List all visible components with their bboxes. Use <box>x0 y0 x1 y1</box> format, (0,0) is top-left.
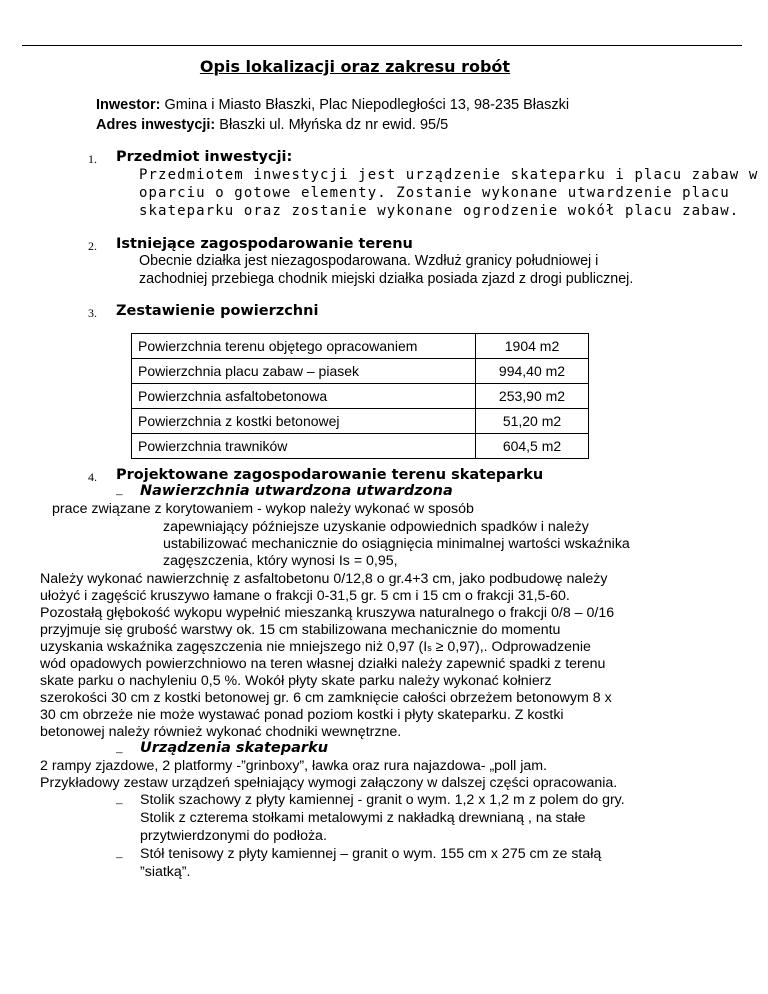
address-label: Adres inwestycji: <box>96 117 216 133</box>
address-value: Błaszki ul. Młyńska dz nr ewid. 95/5 <box>215 117 449 133</box>
section-1-line: Przedmiotem inwestycji jest urządzenie skateparku i placu zabaw w <box>139 167 759 183</box>
paragraph-line <box>40 639 591 655</box>
area-label: Powierzchnia asfaltobetonowa <box>132 384 476 409</box>
section-4-number: 4. <box>88 470 97 484</box>
address-line <box>96 117 448 133</box>
area-label: Powierzchnia trawników <box>132 434 476 459</box>
area-table <box>131 333 589 459</box>
paragraph-line: Przykładowy zestaw urządzeń spełniający wymogi załączony w dalszej części opracowania. <box>40 775 618 791</box>
compaction-subscript: s <box>427 643 432 653</box>
table-row <box>132 409 589 434</box>
page-title: Opis lokalizacji oraz zakresu robót <box>199 57 511 76</box>
section-2-line: Obecnie działka jest niezagospodarowana. Wzdłuż granicy południowej i <box>139 253 599 269</box>
paragraph-line: Pozostałą głębokość wykopu wypełnić mieszanką kruszywa naturalnego o frakcji 0/8 – 0/16 <box>40 605 615 621</box>
area-value: 253,90 m2 <box>476 384 589 409</box>
paragraph-line: skate parku o nachyleniu 0,5 %. Wokół płyty skate parku należy wykonać kołnierz <box>40 673 552 689</box>
section-2-line: zachodniej przebiega chodnik miejski działka posiada zjazd z drogi publicznej. <box>139 271 634 287</box>
area-value: 51,20 m2 <box>476 409 589 434</box>
paragraph-line: betonowej należy również wykonać chodniki wewnętrzne. <box>40 724 402 740</box>
table-row <box>132 359 589 384</box>
area-label: Powierzchnia placu zabaw – piasek <box>132 359 476 384</box>
section-2-number: 2. <box>88 239 97 253</box>
area-label: Powierzchnia z kostki betonowej <box>132 409 476 434</box>
investor-value: Gmina i Miasto Błaszki, Plac Niepodległości 13, 98-235 Błaszki <box>160 97 570 113</box>
subheading-surface: Nawierzchnia utwardzona utwardzona <box>140 483 453 499</box>
top-rule <box>22 45 742 46</box>
investor-label: Inwestor: <box>96 97 161 113</box>
paragraph-line: prace związane z korytowaniem - wykop należy wykonać w sposób <box>52 501 474 517</box>
paragraph-line: 30 cm obrzeże nie może wystawać ponad poziom kostki i płyty skateparku. Z kostki <box>40 707 564 723</box>
table-row <box>132 434 589 459</box>
paragraph-line: szerokości 30 cm z kostki betonowej gr. 6 cm zamknięcie całości obrzeżem betonowym 8 x <box>40 690 612 706</box>
paragraph-line: Należy wykonać nawierzchnię z asfaltobetonu 0/12,8 o gr.4+3 cm, jako podbudowę należy <box>40 571 608 587</box>
table-row <box>132 334 589 359</box>
investor-line <box>96 97 569 113</box>
section-1-heading: Przedmiot inwestycji: <box>116 149 293 165</box>
section-2-heading: Istniejące zagospodarowanie terenu <box>116 236 413 252</box>
bullet-dash: – <box>116 486 123 501</box>
paragraph-line: 2 rampy zjazdowe, 2 platformy -”grinboxy”, ławka oraz rura najazdowa- „poll jam. <box>40 758 548 774</box>
list-item-line: ”siatką”. <box>140 864 191 880</box>
paragraph-line: zapewniający późniejsze uzyskanie odpowiednich spadków i należy <box>163 519 589 535</box>
bullet-dash: – <box>116 795 123 810</box>
section-1-line: skateparku oraz zostanie wykonane ogrodzenie wokół placu zabaw. <box>139 203 740 219</box>
area-value: 994,40 m2 <box>476 359 589 384</box>
paragraph-line: przyjmuje się grubość warstwy ok. 15 cm stabilizowana mechanicznie do momentu <box>40 622 561 638</box>
section-3-number: 3. <box>88 306 97 320</box>
section-4-heading: Projektowane zagospodarowanie terenu skateparku <box>116 467 544 483</box>
area-value: 604,5 m2 <box>476 434 589 459</box>
list-item-line: Stół tenisowy z płyty kamiennej – granit o wym. 155 cm x 275 cm ze stałą <box>140 846 602 862</box>
list-item-line: przytwierdzonymi do podłoża. <box>140 828 327 844</box>
compaction-text-end: ≥ 0,97),. Odprowadzenie <box>431 639 591 655</box>
subheading-equipment: Urządzenia skateparku <box>140 740 329 756</box>
list-item-line: Stolik z czterema stołkami metalowymi z nakładką drewnianą , na stałe <box>140 810 586 826</box>
paragraph-line: ustabilizować mechanicznie do osiągnięcia minimalnej wartości wskaźnika <box>163 536 630 552</box>
paragraph-line: ułożyć i zagęścić kruszywo łamane o frakcji 0-31,5 gr. 5 cm i 15 cm o frakcji 31,5-60. <box>40 588 570 604</box>
paragraph-line: zagęszczenia, który wynosi Is = 0,95, <box>163 553 398 569</box>
section-1-number: 1. <box>88 152 97 166</box>
area-value: 1904 m2 <box>476 334 589 359</box>
area-label: Powierzchnia terenu objętego opracowaniem <box>132 334 476 359</box>
section-3-heading: Zestawienie powierzchni <box>116 303 319 319</box>
bullet-dash: – <box>116 744 123 759</box>
paragraph-line: wód opadowych powierzchniowo na teren własnej działki należy zapewnić spadki z terenu <box>40 656 606 672</box>
bullet-dash: – <box>116 849 123 864</box>
list-item-line: Stolik szachowy z płyty kamiennej - granit o wym. 1,2 x 1,2 m z polem do gry. <box>140 792 625 808</box>
section-1-line: oparciu o gotowe elementy. Zostanie wykonane utwardzenie placu <box>139 185 730 201</box>
table-row <box>132 384 589 409</box>
compaction-text: uzyskania wskaźnika zagęszczenia nie mniejszego niż 0,97 (I <box>40 639 428 655</box>
